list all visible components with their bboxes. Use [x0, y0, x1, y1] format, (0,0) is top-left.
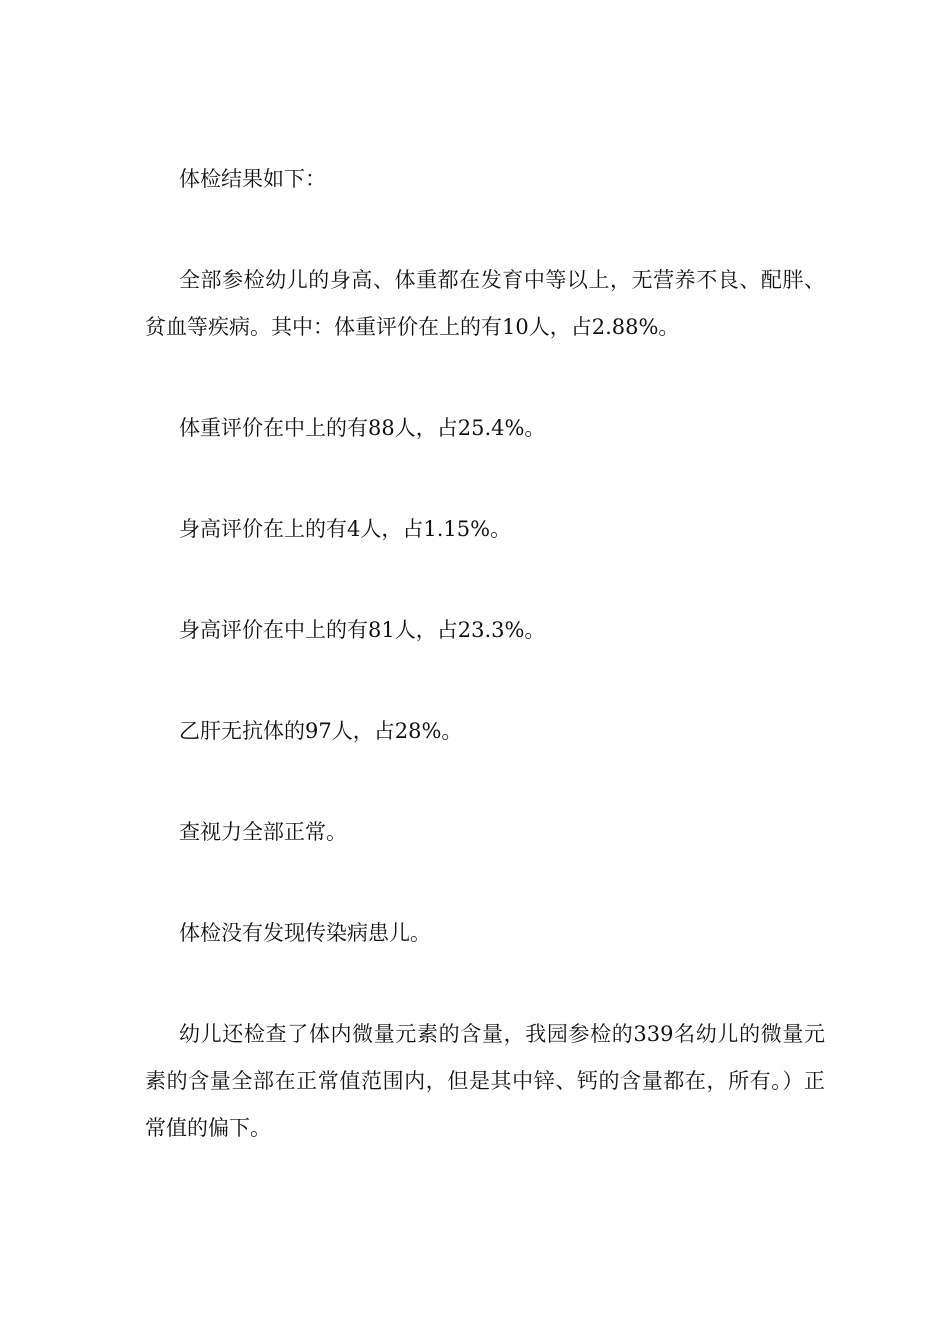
- paragraph-infectious-disease: 体检没有发现传染病患儿。: [179, 921, 431, 945]
- document-body: [145, 156, 825, 1152]
- paragraph-vision: 查视力全部正常。: [179, 820, 347, 844]
- paragraph-height-upper: 身高评价在上的有4人，占1.15%。: [179, 517, 512, 541]
- paragraph-results-intro: 体检结果如下：: [179, 167, 326, 191]
- paragraph-hepatitis-b: 乙肝无抗体的97人，占28%。: [179, 719, 463, 743]
- paragraph-height-upper-middle: 身高评价在中上的有81人，占23.3%。: [179, 618, 546, 642]
- paragraph-weight-upper-middle: 体重评价在中上的有88人，占25.4%。: [179, 416, 546, 440]
- paragraph-growth-summary: 全部参检幼儿的身高、体重都在发育中等以上，无营养不良、配胖、贫血等疾病。其中：体重评价在上的有10人，占2.88%。: [145, 268, 825, 339]
- paragraph-trace-elements: 幼儿还检查了体内微量元素的含量，我园参检的339名幼儿的微量元素的含量全部在正常值范围内，但是其中锌、钙的含量都在，所有。）正常值的偏下。: [145, 1022, 825, 1140]
